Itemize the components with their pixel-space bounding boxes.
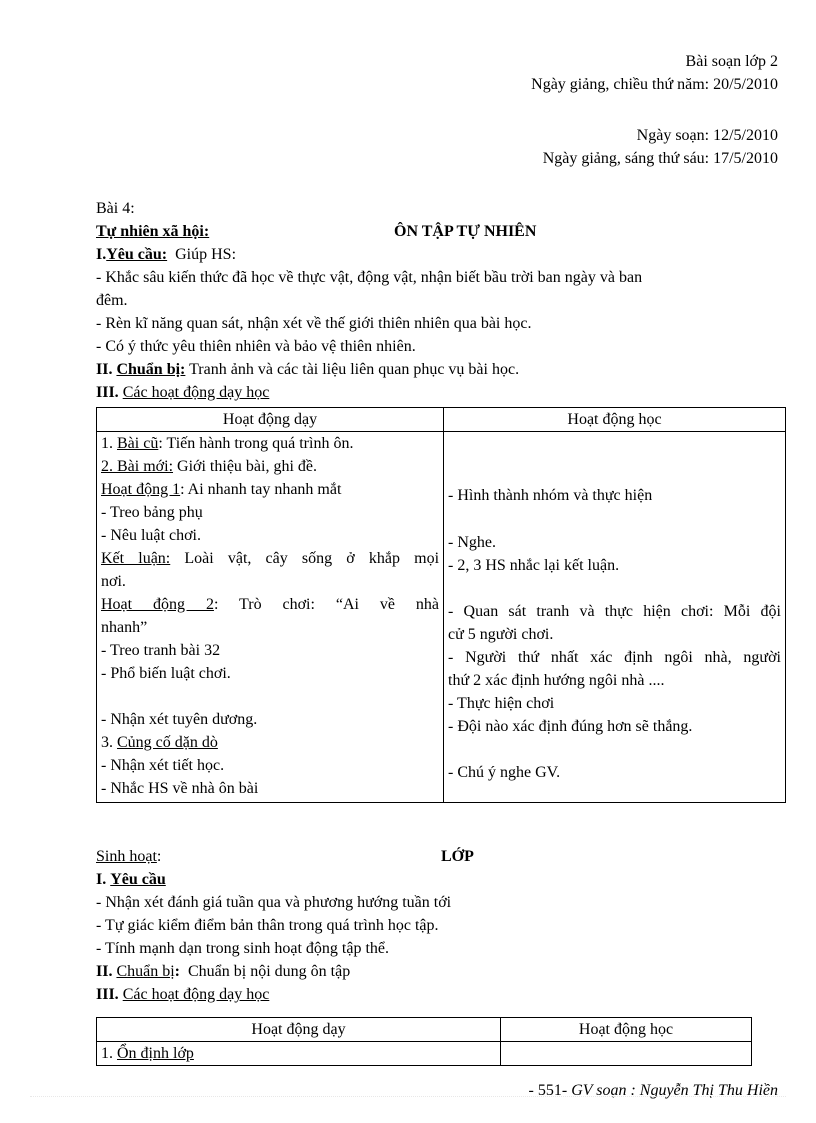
lesson-title-line [96,220,786,243]
subject-label: Tự nhiên xã hội: [96,223,210,240]
header-block-2 [543,124,778,170]
table-header-row [97,1018,752,1042]
activities-table-2 [96,1017,752,1066]
table-header-row [97,408,786,432]
column-learn: Hoạt động học [501,1018,752,1042]
subject-label-2: Sinh hoạt [96,848,157,865]
header-block [531,50,778,96]
lesson-number: Bài 4: [96,200,135,217]
requirement-line: - Nhận xét đánh giá tuần qua và phương hướng tuần tới [96,894,452,911]
prep-date: Ngày soạn: 12/5/2010 [636,127,778,144]
page-footer [529,1079,778,1102]
requirements-heading: I.Yêu cầu: Giúp HS: [96,246,237,263]
lesson-title: ÔN TẬP TỰ NHIÊN [394,223,537,240]
requirement-line: - Tính mạnh dạn trong sinh hoạt động tập thể. [96,940,389,957]
lesson-2-title-line: Sinh hoạt: LỚP [96,845,786,868]
learn-cell: - Hình thành nhóm và thực hiện - Nghe. - 2, 3 HS nhắc lại kết luận. - Quan sát tranh và thực hiện chơi: Mỗi đội cử 5 người chơi. - Người thứ nhất xác định ngôi nhà, người thứ 2 xác định hướng ngôi nhà .... - Thực hiện chơi - Đội nào xác định đúng hơn sẽ thắng. - Chú ý nghe GV. [444,432,786,803]
footer-divider [30,1096,786,1097]
teach-date-afternoon: Ngày giảng, chiều thứ năm: 20/5/2010 [531,76,778,93]
teach-cell: 1. Ổn định lớp [97,1042,501,1066]
requirement-line: - Khắc sâu kiến thức đã học về thực vật, động vật, nhận biết bầu trời ban ngày và ban [96,269,643,286]
requirements-heading-2: I. Yêu cầu [96,871,166,888]
lesson-2 [96,845,786,1006]
table-row [97,1042,752,1066]
activities-table-1 [96,407,786,803]
table-row [97,432,786,803]
requirement-line: - Tự giác kiểm điểm bản thân trong quá trình học tập. [96,917,439,934]
footer-author: GV soạn : Nguyễn Thị Thu Hiền [571,1082,778,1099]
requirement-line: - Có ý thức yêu thiên nhiên và bảo vệ thiên nhiên. [96,338,416,355]
requirement-line: - Rèn kĩ năng quan sát, nhận xét về thế giới thiên nhiên qua bài học. [96,315,532,332]
page-number: - 551- [528,1082,568,1099]
teach-date-morning: Ngày giảng, sáng thứ sáu: 17/5/2010 [542,150,778,167]
learn-cell [501,1042,752,1066]
preparation-line-2: II. Chuẩn bị: Chuẩn bị nội dung ôn tập [96,963,351,980]
activities-heading-2: III. Các hoạt động dạy học [96,986,270,1003]
teach-cell: 1. Bài cũ: Tiến hành trong quá trình ôn. 2. Bài mới: Giới thiệu bài, ghi đề. Hoạt động 1: Ai nhanh tay nhanh mắt - Treo bảng phụ - Nêu luật chơi. Kết luận: Loài vật, cây sống ở khắp mọi nơi. Hoạt động 2: Trò chơi: “Ai về nhà nhanh” - Treo tranh bài 32 - Phổ biến luật chơi. - Nhận xét tuyên dương. 3. Củng cố dặn dò - Nhận xét tiết học. - Nhắc HS về nhà ôn bài [97,432,444,803]
column-teach: Hoạt động dạy [97,1018,501,1042]
activities-heading: III. Các hoạt động dạy học [96,384,270,401]
preparation-line: II. Chuẩn bị: Tranh ảnh và các tài liệu liên quan phục vụ bài học. [96,361,520,378]
lesson-1 [96,197,786,404]
column-learn: Hoạt động học [444,408,786,432]
column-teach: Hoạt động dạy [97,408,444,432]
lesson-2-title: LỚP [441,848,474,865]
requirement-line: đêm. [96,292,128,309]
lesson-class: Bài soạn lớp 2 [685,53,778,70]
